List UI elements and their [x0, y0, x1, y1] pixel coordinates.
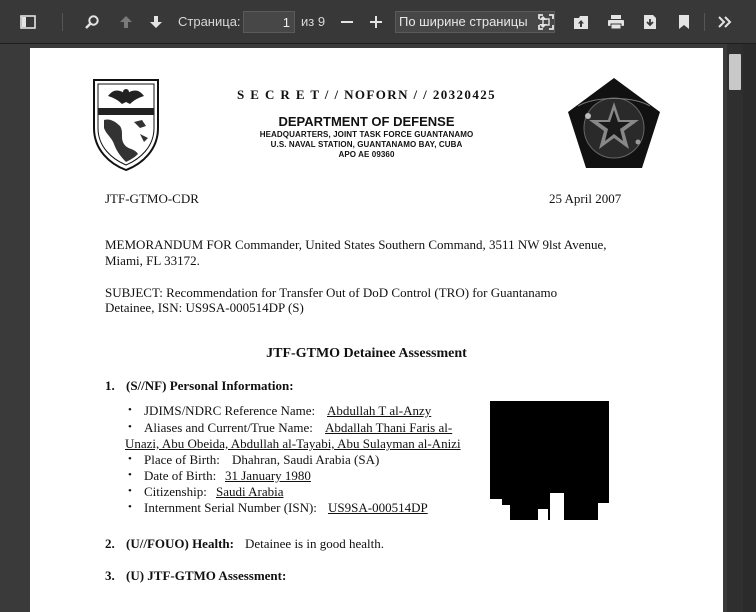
memo-reference: JTF-GTMO-CDR — [105, 191, 199, 206]
department-title: DEPARTMENT OF DEFENSE — [278, 114, 455, 129]
section-number: 1. — [105, 378, 115, 393]
field-label: Internment Serial Number (ISN): — [144, 500, 317, 515]
zoom-out-icon[interactable] — [337, 12, 357, 32]
print-icon[interactable] — [606, 12, 626, 32]
next-page-icon[interactable] — [146, 12, 166, 32]
classification-header: S E C R E T / / NOFORN / / 20320425 — [236, 87, 497, 102]
zoom-in-icon[interactable] — [366, 12, 386, 32]
field-label: JDIMS/NDRC Reference Name: — [144, 403, 316, 418]
section-number: 2. — [105, 536, 115, 551]
search-icon[interactable] — [82, 12, 102, 32]
field-label: Aliases and Current/True Name: — [144, 420, 313, 435]
section-text: Detainee is in good health. — [245, 536, 384, 551]
memo-date: 25 April 2007 — [549, 191, 622, 206]
field-value: Abdallah Thani Faris al- — [325, 420, 453, 435]
bullet: • — [128, 453, 132, 465]
bullet: • — [128, 421, 132, 433]
zoom-select[interactable] — [395, 11, 555, 33]
station-line: U.S. NAVAL STATION, GUANTANAMO BAY, CUBA — [270, 140, 463, 149]
pdf-page — [30, 48, 723, 612]
tools-icon[interactable] — [714, 12, 736, 32]
field-value: Dhahran, Saudi Arabia (SA) — [232, 452, 380, 467]
detainee-photo — [490, 401, 609, 520]
toolbar — [0, 0, 756, 44]
zoom-select-value: По ширине страницы — [399, 14, 528, 29]
memo-for-line: MEMORANDUM FOR Commander, United States Southern Command, 3511 NW 9lst Avenue, — [105, 237, 607, 252]
field-value: 31 January 1980 — [225, 468, 311, 483]
bullet: • — [128, 501, 132, 513]
field-value: Saudi Arabia — [216, 484, 284, 499]
section-title: (S//NF) Personal Information: — [126, 378, 294, 393]
download-icon[interactable] — [640, 12, 660, 32]
assessment-title: JTF-GTMO Detainee Assessment — [266, 346, 467, 361]
apo-line: APO AE 09360 — [338, 150, 395, 159]
field-label: Citizenship: — [144, 484, 207, 499]
hq-line: HEADQUARTERS, JOINT TASK FORCE GUANTANAMO — [259, 130, 474, 139]
memo-for-line: Miami, FL 33172. — [105, 253, 200, 268]
vertical-scrollbar[interactable] — [727, 44, 743, 612]
field-value: US9SA-000514DP — [328, 500, 428, 515]
page-label: Страница: — [178, 14, 241, 29]
subject-line: Detainee, ISN: US9SA-000514DP (S) — [105, 300, 304, 315]
section-number: 3. — [105, 568, 115, 583]
subject-line: SUBJECT: Recommendation for Transfer Out of DoD Control (TRO) for Guantanamo — [105, 285, 558, 300]
section-title: (U//FOUO) Health: — [126, 536, 234, 551]
field-label: Date of Birth: — [144, 468, 217, 483]
sidebar-toggle-icon[interactable] — [18, 12, 38, 32]
open-file-icon[interactable] — [571, 12, 591, 32]
scrollbar-thumb[interactable] — [729, 54, 741, 90]
bullet: • — [128, 469, 132, 481]
page-number-input[interactable] — [243, 11, 295, 33]
field-value: Unazi, Abu Obeida, Abdullah al-Tayabi, Abu Sulayman al-Anizi — [125, 436, 461, 451]
window-edge — [743, 44, 756, 612]
page-total: из 9 — [301, 14, 326, 29]
bullet: • — [128, 404, 132, 416]
bullet: • — [128, 485, 132, 497]
presentation-mode-icon[interactable] — [536, 12, 556, 32]
previous-page-icon[interactable] — [116, 12, 136, 32]
toolbar-separator — [62, 13, 63, 31]
field-label: Place of Birth: — [144, 452, 220, 467]
bookmark-icon[interactable] — [674, 12, 694, 32]
field-value: Abdullah T al-Anzy — [327, 403, 432, 418]
section-title: (U) JTF-GTMO Assessment: — [126, 568, 287, 583]
toolbar-separator — [704, 13, 705, 31]
